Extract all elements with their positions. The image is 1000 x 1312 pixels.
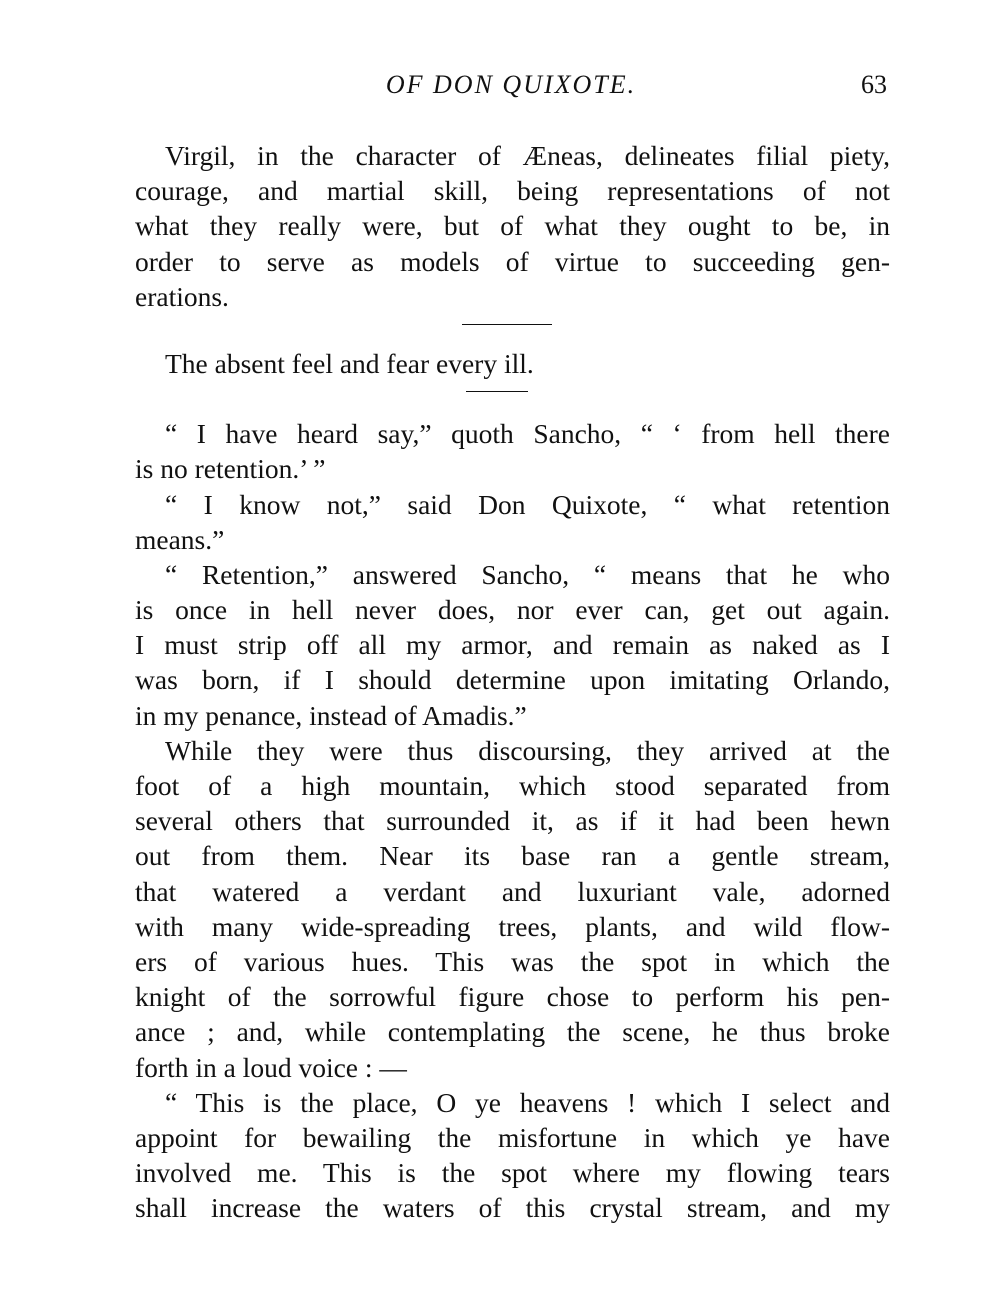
text-line: “ I know not,” said Don Quixote, “ what retention [165,488,890,520]
text-line: involved me. This is the spot where my flowing tears [135,1157,890,1189]
text-line: in my penance, instead of Amadis.” [135,699,527,731]
text-line: “ This is the place, O ye heavens ! which I select and [165,1086,890,1118]
text-line: While they were thus discoursing, they arrived at the [165,734,890,766]
text-line: “ Retention,” answered Sancho, “ means that he who [165,558,890,590]
text-line: erations. [135,280,229,312]
text-line: that watered a verdant and luxuriant vale, adorned [135,875,890,907]
text-line: courage, and martial skill, being representations of not [135,175,890,207]
text-line: out from them. Near its base ran a gentle stream, [135,840,890,872]
text-line: The absent feel and fear every ill. [165,347,534,379]
text-line: forth in a loud voice : — [135,1051,407,1083]
running-title: OF DON QUIXOTE. [385,70,637,99]
text-line: foot of a high mountain, which stood separated from [135,770,890,801]
text-line: what they really were, but of what they ought to be, in [135,210,890,242]
text-line: appoint for bewailing the misfortune in which ye have [135,1121,890,1153]
text-line: Virgil, in the character of Æneas, delineates filial piety, [165,140,890,171]
text-line: is once in hell never does, nor ever can, get out again. [135,594,890,626]
text-line: was born, if I should determine upon imitating Orlando, [135,664,890,696]
section-divider [466,391,528,392]
body-text [135,138,890,1225]
page-number: 63 [861,70,887,99]
text-line: “ I have heard say,” quoth Sancho, “ ‘ from hell there [165,418,890,450]
text-line: means.” [135,523,225,555]
text-line: ance ; and, while contemplating the scene, he thus broke [135,1016,890,1048]
section-divider [462,324,552,325]
text-line: several others that surrounded it, as if it had been hewn [135,805,890,837]
page-header [135,70,887,106]
text-line: with many wide-spreading trees, plants, and wild flow- [135,910,890,942]
text-line: shall increase the waters of this crystal stream, and my [135,1192,890,1224]
text-line: knight of the sorrowful figure chose to perform his pen- [135,981,890,1013]
text-line: order to serve as models of virtue to succeeding gen- [135,245,890,277]
text-line: is no retention.’ ” [135,453,326,485]
text-line: ers of various hues. This was the spot in which the [135,945,890,977]
text-line: I must strip off all my armor, and remain as naked as I [135,629,890,661]
